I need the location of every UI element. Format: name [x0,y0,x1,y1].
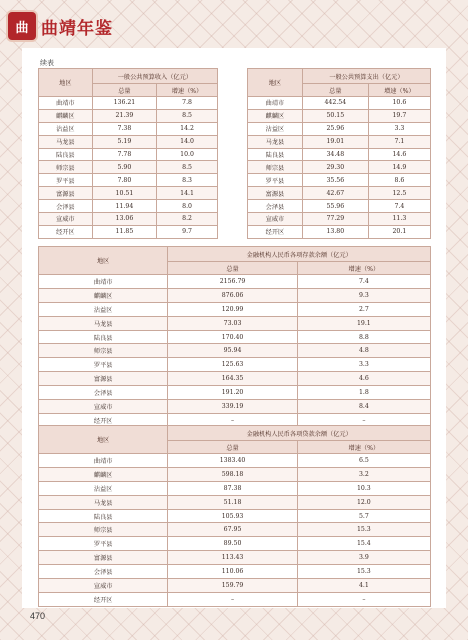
table-row [39,579,431,593]
growth-cell: 8.2 [157,213,218,226]
growth-cell: 7.8 [157,97,218,110]
total-cell: 73.03 [168,316,297,330]
total-cell: 77.29 [302,213,368,226]
growth-cell: 8.4 [297,400,430,414]
total-cell: – [168,592,297,606]
total-cell: 89.50 [168,537,297,551]
region-cell: 会泽县 [39,386,168,400]
total-cell: 21.39 [92,109,156,122]
total-cell: 2156.79 [168,275,297,289]
total-header: 总量 [168,441,297,454]
region-cell: 陆良县 [39,509,168,523]
total-cell: 25.96 [302,122,368,135]
yearbook-logo: 曲 [8,12,36,40]
growth-cell: 4.6 [297,372,430,386]
total-header: 总量 [302,84,368,97]
growth-cell: 10.6 [368,97,430,110]
budget-expenditure-table [247,68,431,239]
growth-cell: 4.1 [297,579,430,593]
total-cell: 110.06 [168,565,297,579]
total-cell: 164.35 [168,372,297,386]
region-cell: 陆良县 [39,330,168,344]
growth-cell: 15.3 [297,523,430,537]
total-cell: 5.19 [92,135,156,148]
table-row [39,135,218,148]
growth-cell: 19.1 [297,316,430,330]
group-header: 一般公共预算收入（亿元） [92,69,217,84]
table-row [39,372,431,386]
table-row [39,537,431,551]
total-cell: 67.95 [168,523,297,537]
table-row [39,225,218,238]
total-cell: 29.30 [302,161,368,174]
loan-balance-table [38,425,431,607]
table-row [39,302,431,316]
total-cell: 442.54 [302,97,368,110]
table-row [248,109,431,122]
growth-cell: 8.6 [368,174,430,187]
table-row [39,161,218,174]
region-cell: 曲靖市 [39,275,168,289]
budget-revenue-table [38,68,218,239]
total-cell: 598.18 [168,467,297,481]
region-cell: 会泽县 [248,200,303,213]
total-cell: 120.99 [168,302,297,316]
growth-cell: 5.7 [297,509,430,523]
growth-cell: 15.3 [297,565,430,579]
total-cell: 125.63 [168,358,297,372]
table-row [39,344,431,358]
region-cell: 沾益区 [248,122,303,135]
total-cell: 13.80 [302,225,368,238]
growth-cell: 12.0 [297,495,430,509]
table-row [39,97,218,110]
growth-cell: 20.1 [368,225,430,238]
region-cell: 马龙县 [39,316,168,330]
region-cell: 会泽县 [39,565,168,579]
total-cell: 7.38 [92,122,156,135]
growth-cell: 11.3 [368,213,430,226]
page-number: 470 [30,611,46,621]
total-cell: 170.40 [168,330,297,344]
total-cell: 10.51 [92,187,156,200]
growth-header: 增速（%） [297,441,430,454]
total-cell: 95.94 [168,344,297,358]
region-cell: 罗平县 [248,174,303,187]
total-header: 总量 [168,262,297,275]
continued-label: 续表 [40,59,54,67]
deposit-balance-table [38,246,431,428]
table-row [39,174,218,187]
growth-cell: 8.0 [157,200,218,213]
region-cell: 宣威市 [248,213,303,226]
group-header: 一般公共预算支出（亿元） [302,69,430,84]
region-cell: 麒麟区 [39,467,168,481]
table-row [39,467,431,481]
region-cell: 罗平县 [39,174,93,187]
region-cell: 麒麟区 [39,288,168,302]
table-row [39,330,431,344]
table-row [39,551,431,565]
table-row [39,523,431,537]
table-row [39,565,431,579]
region-cell: 罗平县 [39,358,168,372]
region-cell: 马龙县 [248,135,303,148]
total-cell: 11.94 [92,200,156,213]
table-row [248,161,431,174]
region-cell: 罗平县 [39,537,168,551]
region-cell: 富源县 [39,551,168,565]
growth-cell: 8.5 [157,161,218,174]
total-cell: 50.15 [302,109,368,122]
table-row [39,288,431,302]
growth-cell: 14.1 [157,187,218,200]
table-row [39,275,431,289]
growth-cell: 10.0 [157,148,218,161]
region-header: 地区 [39,69,93,97]
table-row [248,97,431,110]
growth-cell: 8.3 [157,174,218,187]
header [8,12,113,40]
table-row [248,135,431,148]
growth-cell: 14.0 [157,135,218,148]
total-cell: 105.93 [168,509,297,523]
region-header: 地区 [39,247,168,275]
table-row [248,122,431,135]
total-cell: 35.56 [302,174,368,187]
total-header: 总量 [92,84,156,97]
region-cell: 宣威市 [39,579,168,593]
growth-cell: 8.5 [157,109,218,122]
region-cell: 曲靖市 [39,97,93,110]
total-cell: 339.19 [168,400,297,414]
table-row [39,200,218,213]
growth-cell: 12.5 [368,187,430,200]
region-cell: 陆良县 [248,148,303,161]
total-cell: 19.01 [302,135,368,148]
total-cell: 191.20 [168,386,297,400]
growth-cell: 9.7 [157,225,218,238]
region-cell: 麒麟区 [248,109,303,122]
table-row [39,454,431,468]
region-cell: 经开区 [248,225,303,238]
growth-header: 增速（%） [297,262,430,275]
table-row [39,358,431,372]
growth-cell: 8.8 [297,330,430,344]
table-row [248,187,431,200]
growth-cell: 3.9 [297,551,430,565]
region-cell: 马龙县 [39,135,93,148]
region-cell: 师宗县 [39,344,168,358]
table-row [39,187,218,200]
region-header: 地区 [39,426,168,454]
total-cell: 11.85 [92,225,156,238]
growth-header: 增速（%） [368,84,430,97]
growth-cell: 3.3 [297,358,430,372]
total-cell: 42.67 [302,187,368,200]
table-row [39,213,218,226]
table-row [39,481,431,495]
growth-cell: 7.4 [368,200,430,213]
table-row [248,148,431,161]
growth-cell: 4.8 [297,344,430,358]
growth-cell: 14.6 [368,148,430,161]
region-cell: 曲靖市 [39,454,168,468]
group-header: 金融机构人民币各项存款余额（亿元） [168,247,431,262]
region-cell: 经开区 [39,592,168,606]
total-cell: 51.18 [168,495,297,509]
region-cell: 宣威市 [39,213,93,226]
growth-cell: 14.9 [368,161,430,174]
region-cell: 师宗县 [39,161,93,174]
growth-cell: 10.3 [297,481,430,495]
growth-cell: 3.2 [297,467,430,481]
growth-header: 增速（%） [157,84,218,97]
region-cell: 富源县 [39,187,93,200]
growth-cell: 9.3 [297,288,430,302]
region-cell: 沾益区 [39,122,93,135]
total-cell: 7.80 [92,174,156,187]
total-cell: 13.06 [92,213,156,226]
region-cell: 富源县 [248,187,303,200]
region-cell: 宣威市 [39,400,168,414]
region-cell: 沾益区 [39,481,168,495]
table-row [39,148,218,161]
table-row [248,225,431,238]
table-row [39,495,431,509]
growth-cell: – [297,413,430,427]
table-row [248,200,431,213]
table-row [39,592,431,606]
region-cell: 马龙县 [39,495,168,509]
region-cell: 麒麟区 [39,109,93,122]
region-cell: 师宗县 [248,161,303,174]
growth-cell: 15.4 [297,537,430,551]
region-cell: 富源县 [39,372,168,386]
table-row [39,109,218,122]
group-header: 金融机构人民币各项贷款余额（亿元） [168,426,431,441]
growth-cell: 7.1 [368,135,430,148]
total-cell: 876.06 [168,288,297,302]
growth-cell: 3.3 [368,122,430,135]
table-row [39,386,431,400]
yearbook-title: 曲靖年鉴 [41,18,113,39]
region-header: 地区 [248,69,303,97]
growth-cell: 7.4 [297,275,430,289]
total-cell: 87.38 [168,481,297,495]
region-cell: 师宗县 [39,523,168,537]
growth-cell: 14.2 [157,122,218,135]
table-row [39,509,431,523]
region-cell: 沾益区 [39,302,168,316]
growth-cell: – [297,592,430,606]
region-cell: 曲靖市 [248,97,303,110]
growth-cell: 1.8 [297,386,430,400]
growth-cell: 2.7 [297,302,430,316]
total-cell: 5.90 [92,161,156,174]
table-row [39,400,431,414]
region-cell: 会泽县 [39,200,93,213]
growth-cell: 6.5 [297,454,430,468]
growth-cell: 19.7 [368,109,430,122]
region-cell: 陆良县 [39,148,93,161]
region-cell: 经开区 [39,413,168,427]
total-cell: 1383.40 [168,454,297,468]
total-cell: 7.78 [92,148,156,161]
table-row [248,213,431,226]
total-cell: – [168,413,297,427]
table-row [248,174,431,187]
total-cell: 55.96 [302,200,368,213]
total-cell: 34.48 [302,148,368,161]
region-cell: 经开区 [39,225,93,238]
total-cell: 113.43 [168,551,297,565]
table-row [39,316,431,330]
total-cell: 136.21 [92,97,156,110]
table-row [39,122,218,135]
total-cell: 159.79 [168,579,297,593]
